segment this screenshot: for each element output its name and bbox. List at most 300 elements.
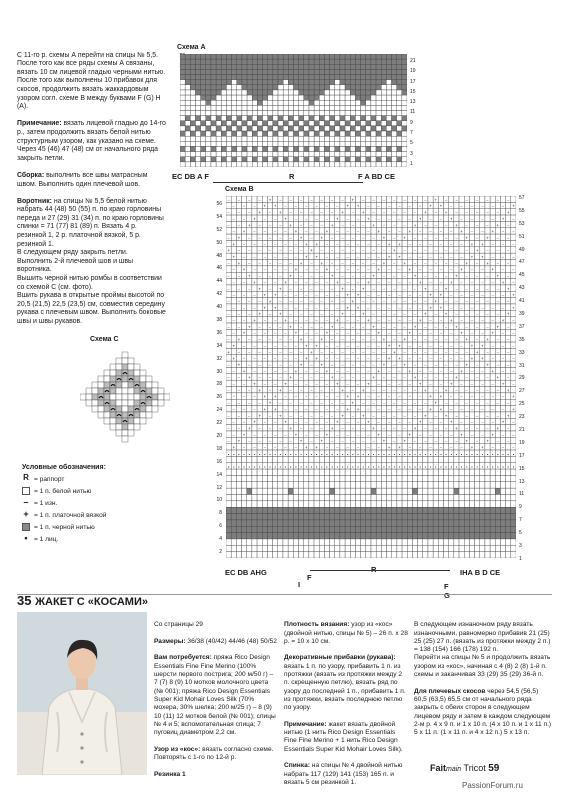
scheme-a-cell — [299, 162, 304, 167]
scheme-a-cell — [263, 105, 268, 110]
scheme-b-cell — [231, 221, 236, 227]
scheme-b-cell — [361, 431, 366, 437]
svg-text:–: – — [315, 203, 318, 209]
scheme-a-cell — [242, 121, 247, 126]
scheme-b-cell — [247, 393, 252, 399]
scheme-b-cell — [449, 552, 454, 558]
scheme-a-cell — [283, 152, 288, 157]
scheme-a-cell — [273, 131, 278, 136]
scheme-b-cell — [464, 342, 469, 348]
scheme-a-cell — [226, 69, 231, 74]
scheme-b-cell — [464, 545, 469, 551]
scheme-a-cell — [371, 131, 376, 136]
svg-text:–: – — [320, 247, 323, 253]
scheme-b-cell — [366, 196, 371, 202]
scheme-b-cell — [381, 539, 386, 545]
scheme-b-cell — [293, 323, 298, 329]
svg-text:–: – — [444, 247, 448, 253]
scheme-b-cell — [335, 526, 340, 532]
scheme-a-cell — [371, 146, 376, 151]
scheme-b-cell — [231, 545, 236, 551]
scheme-b-cell — [407, 336, 412, 342]
scheme-b-cell — [418, 469, 423, 475]
scheme-b-cell — [490, 488, 495, 494]
scheme-a-cell — [381, 59, 386, 64]
svg-text:+: + — [268, 298, 272, 304]
scheme-b-cell — [480, 456, 485, 462]
scheme-a-cell — [206, 64, 211, 69]
scheme-b-cell — [449, 482, 454, 488]
svg-text:–: – — [310, 209, 313, 215]
scheme-b-cell — [371, 526, 376, 532]
svg-text:–: – — [362, 196, 365, 202]
scheme-b-cell — [262, 437, 267, 443]
scheme-a-cell — [294, 116, 299, 121]
scheme-b-cell — [293, 298, 298, 304]
svg-text:–: – — [284, 304, 287, 310]
scheme-a-cell — [278, 126, 283, 131]
scheme-b-cell — [267, 215, 272, 221]
scheme-b-cell — [262, 456, 267, 462]
scheme-b-cell — [314, 285, 319, 291]
scheme-a-cell — [242, 146, 247, 151]
svg-text:–: – — [408, 317, 411, 323]
scheme-b-cell — [459, 469, 464, 475]
svg-text:–: – — [398, 215, 401, 221]
scheme-b-cell — [438, 247, 443, 253]
scheme-b-cell — [278, 329, 283, 335]
svg-text:+: + — [346, 292, 350, 298]
scheme-a-cell — [397, 64, 402, 69]
scheme-c-cell — [98, 400, 104, 406]
svg-text:–: – — [496, 196, 499, 202]
scheme-a-cell — [257, 85, 262, 90]
scheme-b-cell — [226, 342, 231, 348]
scheme-b-cell — [236, 520, 241, 526]
scheme-a-cell — [402, 141, 407, 146]
svg-text:–: – — [460, 203, 463, 209]
scheme-b-cell — [387, 412, 392, 418]
scheme-b-cell — [495, 380, 500, 386]
scheme-a-cell — [371, 121, 376, 126]
scheme-b-cell — [397, 475, 402, 481]
svg-text:–: – — [248, 298, 251, 304]
scheme-a-cell — [340, 80, 345, 85]
scheme-b-cell — [402, 520, 407, 526]
scheme-a-cell — [195, 95, 200, 100]
scheme-b-cell — [469, 539, 474, 545]
scheme-b-cell — [392, 533, 397, 539]
scheme-b-cell — [330, 520, 335, 526]
scheme-b-cell — [500, 247, 505, 253]
scheme-c-cell — [146, 400, 152, 406]
scheme-a-cell — [386, 75, 391, 80]
scheme-a-cell — [335, 141, 340, 146]
scheme-c-cell — [104, 370, 110, 376]
scheme-b-cell — [438, 310, 443, 316]
scheme-a-cell — [350, 111, 355, 116]
scheme-a-cell — [392, 146, 397, 151]
svg-text:+: + — [356, 203, 360, 209]
scheme-a-cell — [309, 100, 314, 105]
scheme-b-cell — [485, 533, 490, 539]
scheme-b-cell — [335, 247, 340, 253]
scheme-a-cell — [268, 131, 273, 136]
scheme-b-cell — [273, 526, 278, 532]
scheme-b-cell — [407, 437, 412, 443]
scheme-b-cell — [267, 539, 272, 545]
scheme-b-cell — [345, 374, 350, 380]
svg-text:–: – — [284, 241, 287, 247]
svg-text:–: – — [382, 247, 386, 253]
scheme-b-cell — [464, 279, 469, 285]
scheme-b-cell — [381, 501, 386, 507]
scheme-b-cell — [433, 456, 438, 462]
svg-text:–: – — [268, 234, 272, 240]
scheme-a-cell — [216, 75, 221, 80]
scheme-b-cell — [355, 348, 360, 354]
svg-text:–: – — [398, 203, 401, 209]
svg-text:–: – — [268, 323, 272, 329]
svg-text:+: + — [320, 235, 324, 241]
scheme-b-cell — [267, 367, 272, 373]
scheme-b-cell — [506, 501, 511, 507]
scheme-b-cell — [423, 482, 428, 488]
scheme-b-cell — [511, 469, 516, 475]
scheme-b-cell — [469, 488, 474, 494]
scheme-b-cell — [376, 399, 381, 405]
scheme-a-cell — [376, 80, 381, 85]
scheme-a-cell — [180, 90, 185, 95]
scheme-b-cell — [236, 526, 241, 532]
scheme-b-cell — [495, 482, 500, 488]
scheme-a-cell — [371, 111, 376, 116]
scheme-a-cell — [221, 64, 226, 69]
scheme-a-cell — [299, 136, 304, 141]
scheme-b-cell — [231, 387, 236, 393]
scheme-a-cell — [299, 100, 304, 105]
scheme-b-cell — [490, 387, 495, 393]
scheme-b-cell — [273, 520, 278, 526]
svg-text:+: + — [403, 260, 406, 266]
scheme-b-cell — [262, 323, 267, 329]
scheme-b-cell — [376, 545, 381, 551]
svg-text:–: – — [413, 298, 417, 304]
scheme-b-cell — [340, 304, 345, 310]
scheme-b-cell — [278, 456, 283, 462]
scheme-b-cell — [257, 253, 262, 259]
scheme-b-cell — [464, 488, 469, 494]
scheme-b-cell — [314, 348, 319, 354]
scheme-b-cell — [490, 412, 495, 418]
scheme-b-cell — [371, 329, 376, 335]
scheme-a-cell — [263, 141, 268, 146]
scheme-a-cell — [386, 136, 391, 141]
scheme-a-cell — [283, 146, 288, 151]
scheme-b-cell — [475, 488, 480, 494]
scheme-b-cell — [335, 221, 340, 227]
scheme-b-cell — [449, 412, 454, 418]
scheme-b-cell — [412, 342, 417, 348]
scheme-b-cell — [361, 228, 366, 234]
scheme-b-cell — [278, 355, 283, 361]
scheme-b-cell — [449, 361, 454, 367]
scheme-b-cell — [397, 552, 402, 558]
svg-text:–: – — [341, 260, 344, 266]
svg-text:–: – — [403, 222, 406, 228]
scheme-a-right-axis — [410, 58, 420, 171]
svg-text:–: – — [460, 317, 463, 323]
scheme-b-cell — [273, 298, 278, 304]
scheme-b-cell — [371, 253, 376, 259]
scheme-b-cell — [304, 507, 309, 513]
svg-text:–: – — [481, 266, 484, 272]
scheme-a-cell — [340, 162, 345, 167]
scheme-b-cell — [273, 494, 278, 500]
scheme-b-cell — [475, 456, 480, 462]
scheme-b-cell — [335, 361, 340, 367]
scheme-a-cell — [397, 126, 402, 131]
scheme-b-cell — [361, 393, 366, 399]
scheme-b-cell — [314, 456, 319, 462]
svg-text:–: – — [356, 241, 360, 247]
scheme-b-cell — [314, 412, 319, 418]
scheme-a-cell — [381, 126, 386, 131]
scheme-a-cell — [268, 90, 273, 95]
scheme-a-cell — [345, 146, 350, 151]
scheme-b-cell — [226, 520, 231, 526]
axis-label: 34 — [216, 342, 222, 349]
svg-text:–: – — [393, 260, 396, 266]
scheme-b-cell — [506, 469, 511, 475]
scheme-b-cell — [511, 361, 516, 367]
svg-text:–: – — [243, 292, 246, 298]
scheme-b-cell — [242, 520, 247, 526]
scheme-a-cell — [355, 100, 360, 105]
svg-text:–: – — [455, 196, 458, 202]
scheme-a-cell — [335, 80, 340, 85]
scheme-b-cell — [355, 526, 360, 532]
scheme-b-cell — [464, 228, 469, 234]
svg-text:–: – — [429, 241, 432, 247]
scheme-b-cell — [231, 361, 236, 367]
scheme-b-cell — [304, 425, 309, 431]
svg-text:–: – — [331, 247, 334, 253]
scheme-a-cell — [195, 131, 200, 136]
scheme-a-cell — [397, 146, 402, 151]
svg-text:+: + — [273, 292, 277, 298]
scheme-b-cell — [397, 437, 402, 443]
scheme-b-cell — [371, 475, 376, 481]
scheme-b-cell — [252, 221, 257, 227]
scheme-a-cell — [195, 121, 200, 126]
scheme-a-cell — [206, 157, 211, 162]
scheme-b-cell — [438, 456, 443, 462]
scheme-b-cell — [314, 387, 319, 393]
svg-text:–: – — [268, 222, 272, 228]
scheme-b-cell — [309, 482, 314, 488]
scheme-b-cell — [345, 298, 350, 304]
scheme-a-cell — [371, 75, 376, 80]
scheme-b-cell — [324, 412, 329, 418]
scheme-b-cell — [469, 298, 474, 304]
scheme-b-cell — [304, 234, 309, 240]
scheme-b-cell — [319, 539, 324, 545]
scheme-b-cell — [449, 272, 454, 278]
scheme-a-cell — [195, 100, 200, 105]
scheme-a-cell — [237, 131, 242, 136]
scheme-b-cell — [314, 234, 319, 240]
svg-text:–: – — [450, 241, 453, 247]
dec-label: Декоративные прибавки (рукава): — [284, 654, 396, 662]
scheme-b-cell — [506, 514, 511, 520]
scheme-b-cell — [247, 253, 252, 259]
scheme-a-cell — [361, 162, 366, 167]
scheme-b-cell — [252, 507, 257, 513]
scheme-b-cell — [428, 285, 433, 291]
svg-text:–: – — [470, 292, 474, 298]
scheme-b-cell — [469, 437, 474, 443]
scheme-a-cell — [355, 152, 360, 157]
svg-text:–: – — [424, 196, 427, 202]
scheme-a-cell — [366, 100, 371, 105]
scheme-b-cell — [309, 355, 314, 361]
svg-text:–: – — [237, 273, 241, 279]
scheme-a-cell — [319, 157, 324, 162]
scheme-b-cell — [267, 526, 272, 532]
scheme-b-cell — [500, 387, 505, 393]
scheme-b-cell — [469, 196, 474, 202]
scheme-a-cell — [185, 136, 190, 141]
scheme-b-cell — [464, 215, 469, 221]
scheme-b-cell — [495, 266, 500, 272]
svg-text:+: + — [403, 235, 406, 241]
scheme-c-cell — [158, 388, 164, 394]
scheme-b-cell — [314, 514, 319, 520]
scheme-b-cell — [231, 469, 236, 475]
scheme-b-cell — [423, 545, 428, 551]
scheme-b-cell — [407, 539, 412, 545]
scheme-a-cell — [257, 75, 262, 80]
scheme-b-cell — [226, 526, 231, 532]
scheme-b-cell — [247, 406, 252, 412]
svg-text:–: – — [434, 222, 437, 228]
scheme-b-cell — [464, 431, 469, 437]
scheme-b-cell — [267, 253, 272, 259]
scheme-a-cell — [324, 152, 329, 157]
scheme-a-cell — [247, 152, 252, 157]
scheme-a-cell — [211, 126, 216, 131]
svg-text:–: – — [289, 311, 292, 317]
scheme-b-cell — [433, 507, 438, 513]
scheme-b-cell — [345, 310, 350, 316]
scheme-b-cell — [371, 507, 376, 513]
svg-text:–: – — [444, 222, 448, 228]
scheme-b-cell — [376, 494, 381, 500]
scheme-b-cell — [428, 234, 433, 240]
scheme-a-cell — [226, 157, 231, 162]
scheme-b-cell — [433, 539, 438, 545]
scheme-b-cell — [288, 494, 293, 500]
scheme-b-cell — [236, 482, 241, 488]
scheme-b-cell — [475, 406, 480, 412]
scheme-a-cell — [288, 105, 293, 110]
scheme-b-cell — [506, 215, 511, 221]
svg-text:–: – — [356, 279, 360, 285]
scheme-a-cell — [247, 90, 252, 95]
scheme-b-cell — [490, 234, 495, 240]
scheme-b-cell — [340, 545, 345, 551]
svg-text:–: – — [450, 203, 453, 209]
scheme-a-cell — [314, 157, 319, 162]
scheme-a-cell — [386, 64, 391, 69]
scheme-a-rapport-mark: R — [289, 172, 295, 181]
svg-text:–: – — [346, 266, 349, 272]
scheme-a-cell — [371, 59, 376, 64]
legend-item-knit: • = 1 лиц. — [24, 533, 59, 543]
scheme-b-cell — [335, 387, 340, 393]
scheme-a-cell — [361, 146, 366, 151]
scheme-b-cell — [469, 374, 474, 380]
scheme-a-cell — [355, 64, 360, 69]
scheme-a-cell — [211, 131, 216, 136]
scheme-b-cell — [392, 469, 397, 475]
scheme-b-cell — [506, 355, 511, 361]
scheme-b-cell — [319, 456, 324, 462]
scheme-b-cell — [480, 361, 485, 367]
scheme-b-cell — [392, 253, 397, 259]
scheme-a-cell — [294, 54, 299, 59]
svg-text:+: + — [232, 254, 236, 260]
scheme-b-cell — [423, 475, 428, 481]
scheme-c-cell — [104, 412, 110, 418]
scheme-c-cell — [110, 364, 116, 370]
scheme-a-cell — [376, 75, 381, 80]
scheme-a-cell — [314, 116, 319, 121]
scheme-c-cell — [128, 406, 134, 412]
scheme-c-cell — [128, 430, 134, 436]
scheme-b-cell — [262, 221, 267, 227]
scheme-b-cell — [381, 552, 386, 558]
scheme-b-cell — [371, 279, 376, 285]
scheme-b-cell — [288, 215, 293, 221]
scheme-b-cell — [262, 348, 267, 354]
scheme-b-cell — [490, 209, 495, 215]
scheme-b-cell — [459, 272, 464, 278]
scheme-b-title: Схема В — [225, 186, 254, 193]
svg-text:–: – — [227, 311, 230, 317]
svg-text:–: – — [227, 196, 230, 202]
need-text: пряжа Rico Design Essentials Fine Fine Merino (100% шерсти первого пострига; 200 м/50 г) – 7 (7) 8 (9) 10 мотков молочного цвета (№ 001); пряжа Rico Design Essentials Super Kid Mohair Loves Silk (70% мохера, 30% шелка; 200 м/25 г) – 8 (9) 10 (11) 12 мотков белой (№ 001); спицы № 4 и 5; вспомогательная спица; 7 пуговиц диаметром 2,2 см. — [154, 654, 276, 737]
svg-text:–: – — [444, 260, 448, 266]
scheme-a-cell — [355, 105, 360, 110]
scheme-a-cell — [226, 111, 231, 116]
scheme-b-cell — [485, 456, 490, 462]
scheme-a-cell — [397, 54, 402, 59]
scheme-b-cell — [252, 545, 257, 551]
scheme-a-cell — [226, 162, 231, 167]
svg-text:+: + — [372, 324, 375, 330]
scheme-b-cell — [262, 539, 267, 545]
scheme-b-cell — [226, 431, 231, 437]
scheme-b-cell — [475, 380, 480, 386]
scheme-a-cell — [294, 85, 299, 90]
svg-text:–: – — [315, 228, 318, 234]
scheme-b-cell — [355, 336, 360, 342]
svg-text:+: + — [429, 292, 432, 298]
scheme-b-cell — [304, 456, 309, 462]
scheme-b-cell — [252, 348, 257, 354]
